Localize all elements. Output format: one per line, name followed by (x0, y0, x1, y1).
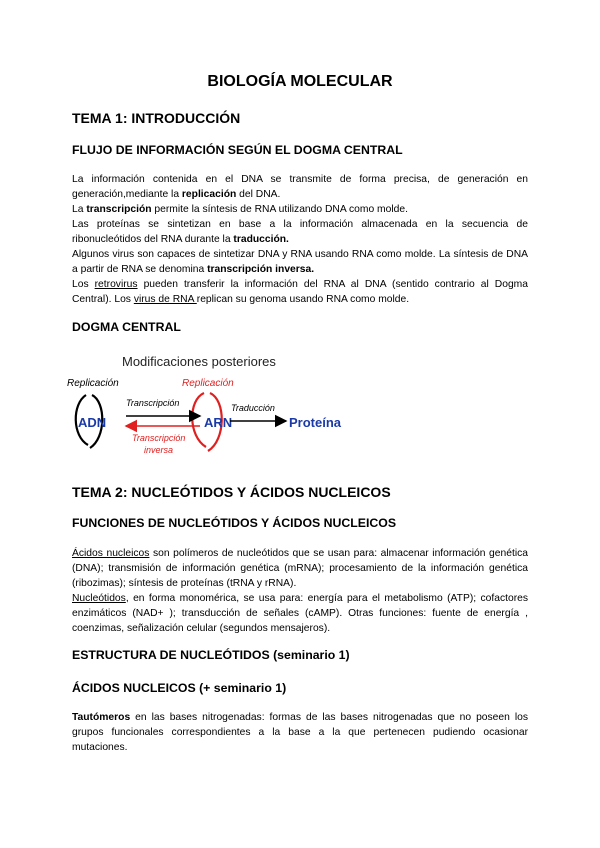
replicacion-rna-label: Replicación (182, 378, 234, 389)
tema1-body (72, 172, 528, 307)
funciones-body (72, 546, 528, 636)
paragraph-transcripcion-inversa: Algunos virus son capaces de sintetizar DNA y RNA usando RNA como molde. La síntesis de DNA a partir de RNA se denomina transcripción inversa. (72, 249, 528, 275)
paragraph-retrovirus: Los retrovirus pueden transferir la información del RNA al DNA (sentido contrario al Dogma Central). Los virus de RNA replican su genoma usando RNA como molde. (72, 279, 528, 305)
traduccion-label: Traducción (231, 403, 275, 413)
funciones-subheading: FUNCIONES DE NUCLEÓTIDOS Y ÁCIDOS NUCLEICOS (72, 516, 397, 530)
arn-node: ARN (204, 415, 233, 430)
flujo-subheading: FLUJO DE INFORMACIÓN SEGÚN EL DOGMA CENTRAL (72, 143, 403, 157)
paragraph-traduccion: Las proteínas se sintetizan en base a la información almacenada en la secuencia de ribonucleótidos del RNA durante la traducción. (72, 219, 528, 245)
transcripcion-label: Transcripción (126, 398, 180, 408)
paragraph-tautomeros: Tautómeros en las bases nitrogenadas: formas de las bases nitrogenadas que no poseen los grupos funcionales correspondientes a la base a la que pertenecen pudiendo ocasionar mutaciones. (72, 712, 528, 753)
tema1-heading: TEMA 1: INTRODUCCIÓN (72, 110, 241, 126)
dogma-heading: DOGMA CENTRAL (72, 320, 181, 334)
acidos-subheading: ÁCIDOS NUCLEICOS (+ seminario 1) (72, 681, 287, 695)
modificaciones-label: Modificaciones posteriores (122, 354, 276, 369)
tema2-heading: TEMA 2: NUCLEÓTIDOS Y ÁCIDOS NUCLEICOS (72, 484, 391, 500)
adn-node: ADN (78, 415, 107, 430)
dogma-central-diagram (60, 348, 360, 460)
replicacion-dna-label: Replicación (67, 378, 119, 389)
proteina-node: Proteína (289, 415, 342, 430)
document-title: BIOLOGÍA MOLECULAR (207, 73, 393, 90)
paragraph-acidos-nucleicos: Ácidos nucleicos son polímeros de nucleótidos que se usan para: almacenar información genética (DNA); transmisión de información genética (mRNA); procesamiento de la información genética (ribozimas); síntesis de proteínas (tRNA y rRNA). (72, 548, 528, 589)
paragraph-transcripcion: La transcripción permite la síntesis de RNA utilizando DNA como molde. (72, 204, 408, 215)
paragraph-nucleotidos: Nucleótidos, en forma monomérica, se usa para: energía para el metabolismo (ATP); cofactores enzimáticos (NAD+ ); transducción de señales (cAMP). Otras funciones: fuente de energía , coenzimas, señalización celular (segundos mensajeros). (72, 593, 528, 634)
transcripcion-inversa-label-2: inversa (144, 445, 174, 455)
transcripcion-inversa-label-1: Transcripción (132, 433, 186, 443)
estructura-subheading: ESTRUCTURA DE NUCLEÓTIDOS (seminario 1) (72, 648, 350, 662)
tautomeros-body (72, 710, 528, 755)
paragraph-replicacion: La información contenida en el DNA se transmite de forma precisa, de generación en generación,mediante la replicación del DNA. (72, 174, 528, 200)
